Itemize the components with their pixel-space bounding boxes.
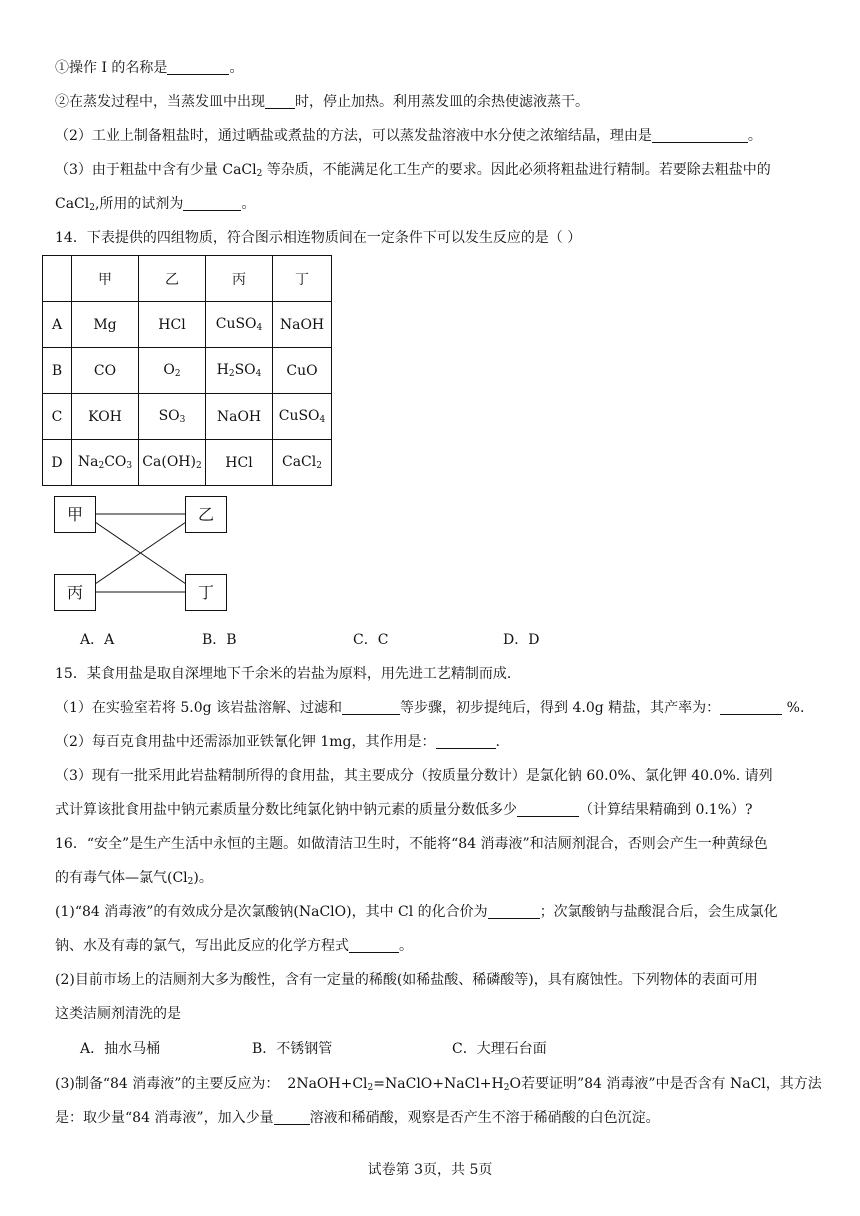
node-bing: 丙 [54, 574, 96, 611]
answer-blank[interactable] [517, 802, 579, 817]
q16-option-a[interactable]: A．抽水马桶 [80, 1041, 161, 1057]
answer-blank[interactable] [342, 700, 400, 715]
q16-line-4: 这类洁厕剂清洗的是 [55, 1006, 181, 1022]
table-cell: KOH [72, 394, 139, 440]
table-cell: HCl [139, 302, 206, 348]
q13-line-5: CaCl$_2$,所用的试剂为 。 [55, 196, 256, 213]
reaction-equation: $2NaOH+Cl_2=NaClO+NaCl+H_2O$ [287, 1076, 521, 1093]
table-cell: CuSO$_4$ [273, 394, 332, 440]
row-label: B [43, 348, 72, 394]
node-jia: 甲 [54, 496, 96, 533]
q16-line-1: (1)“84 消毒液”的有效成分是次氯酸钠(NaClO)，其中 Cl 的化合价为 ；次氯酸钠与盐酸混合后，会生成氯化 [55, 904, 778, 920]
table-cell: Mg [72, 302, 139, 348]
answer-blank[interactable] [720, 700, 782, 715]
q16-stem-1: 16．“安全”是生产生活中永恒的主题。如做清洁卫生时，不能将“84 消毒液”和洁厕剂混合，否则会产生一种黄绿色 [55, 836, 768, 852]
table-cell: CuSO$_4$ [206, 302, 273, 348]
row-label: A [43, 302, 72, 348]
table-header-cell: 甲 [72, 256, 139, 302]
table-cell: $Ca(OH)_2$ [139, 440, 206, 486]
table-cell: HCl [206, 440, 273, 486]
q16-line-3: (2)目前市场上的洁厕剂大多为酸性，含有一定量的稀酸(如稀盐酸、稀磷酸等)，具有腐蚀性。下列物体的表面可用 [55, 972, 758, 988]
answer-blank[interactable] [488, 904, 540, 919]
q15-stem: 15．某食用盐是取自深埋地下千余米的岩盐为原料，用先进工艺精制而成． [55, 666, 521, 682]
q14-option-d[interactable]: D．D [503, 632, 540, 648]
table-cell: CuO [273, 348, 332, 394]
q13-line-4: （3）由于粗盐中含有少量 CaCl$_2$ 等杂质，不能满足化工生产的要求。因此必须将粗盐进行精制。若要除去粗盐中的 [55, 162, 771, 179]
q16-line-6: 是：取少量“84 消毒液”，加入少量 溶液和稀硝酸，观察是否产生不溶于稀硝酸的白色沉淀。 [55, 1110, 660, 1126]
q16-option-c[interactable]: C．大理石台面 [452, 1041, 547, 1057]
q13-line-3: （2）工业上制备粗盐时，通过晒盐或煮盐的方法，可以蒸发盐溶液中水分使之浓缩结晶，理由是 。 [55, 128, 762, 144]
table-cell: NaOH [273, 302, 332, 348]
q15-line-3: （3）现有一批采用此岩盐精制所得的食用盐，其主要成分（按质量分数计）是氯化钠 60.0%、氯化钾 40.0%. 请列 [55, 768, 773, 784]
table-cell: $Na_2CO_3$ [72, 440, 139, 486]
page-footer: 试卷第 3页，共 5页 [367, 1162, 493, 1178]
q14-stem: 14．下表提供的四组物质，符合图示相连物质间在一定条件下可以发生反应的是（ ） [55, 230, 582, 246]
table-cell: $O_2$ [139, 348, 206, 394]
answer-blank[interactable] [274, 1110, 310, 1125]
table-header-cell: 乙 [139, 256, 206, 302]
row-label: D [43, 440, 72, 486]
table-cell: CaCl$_2$ [273, 440, 332, 486]
q15-line-2: （2）每百克食用盐中还需添加亚铁氰化钾 1mg，其作用是： . [55, 734, 500, 750]
q13-line-2: ②在蒸发过程中，当蒸发皿中出现 时，停止加热。利用蒸发皿的余热使滤液蒸干。 [55, 94, 589, 110]
table-header-cell: 丙 [206, 256, 273, 302]
answer-blank[interactable] [436, 734, 496, 749]
node-yi: 乙 [185, 496, 227, 533]
q14-option-c[interactable]: C．C [353, 632, 389, 648]
table-cell: $SO_3$ [139, 394, 206, 440]
table-cell: CO [72, 348, 139, 394]
q15-line-4: 式计算该批食用盐中钠元素质量分数比纯氯化钠中钠元素的质量分数低多少 （计算结果精确到 0.1%）? [55, 802, 753, 818]
row-label: C [43, 394, 72, 440]
q16-stem-2: 的有毒气体—氯气$(Cl_2)$。 [55, 870, 213, 887]
q16-line-5: (3)制备“84 消毒液”的主要反应为： $2NaOH+Cl_2=NaClO+NaCl+H_2O$若要证明”84 消毒液”中是否含有 NaCl，其方法 [55, 1076, 822, 1093]
node-ding: 丁 [185, 574, 227, 611]
answer-blank[interactable] [349, 938, 399, 953]
q13-line-1: ①操作 I 的名称是 。 [55, 60, 244, 76]
q16-line-2: 钠、水及有毒的氯气，写出此反应的化学方程式 。 [55, 938, 413, 954]
q15-line-1: （1）在实验室若将 5.0g 该岩盐溶解、过滤和 等步骤，初步提纯后，得到 4.0g 精盐，其产率为： %. [55, 700, 805, 716]
q16-option-b[interactable]: B．不锈钢管 [252, 1041, 333, 1057]
table-cell: NaOH [206, 394, 273, 440]
table-header-cell: 丁 [273, 256, 332, 302]
q14-option-b[interactable]: B．B [202, 632, 237, 648]
table-cell: $H_2SO_4$ [206, 348, 273, 394]
q14-option-a[interactable]: A．A [80, 632, 115, 648]
